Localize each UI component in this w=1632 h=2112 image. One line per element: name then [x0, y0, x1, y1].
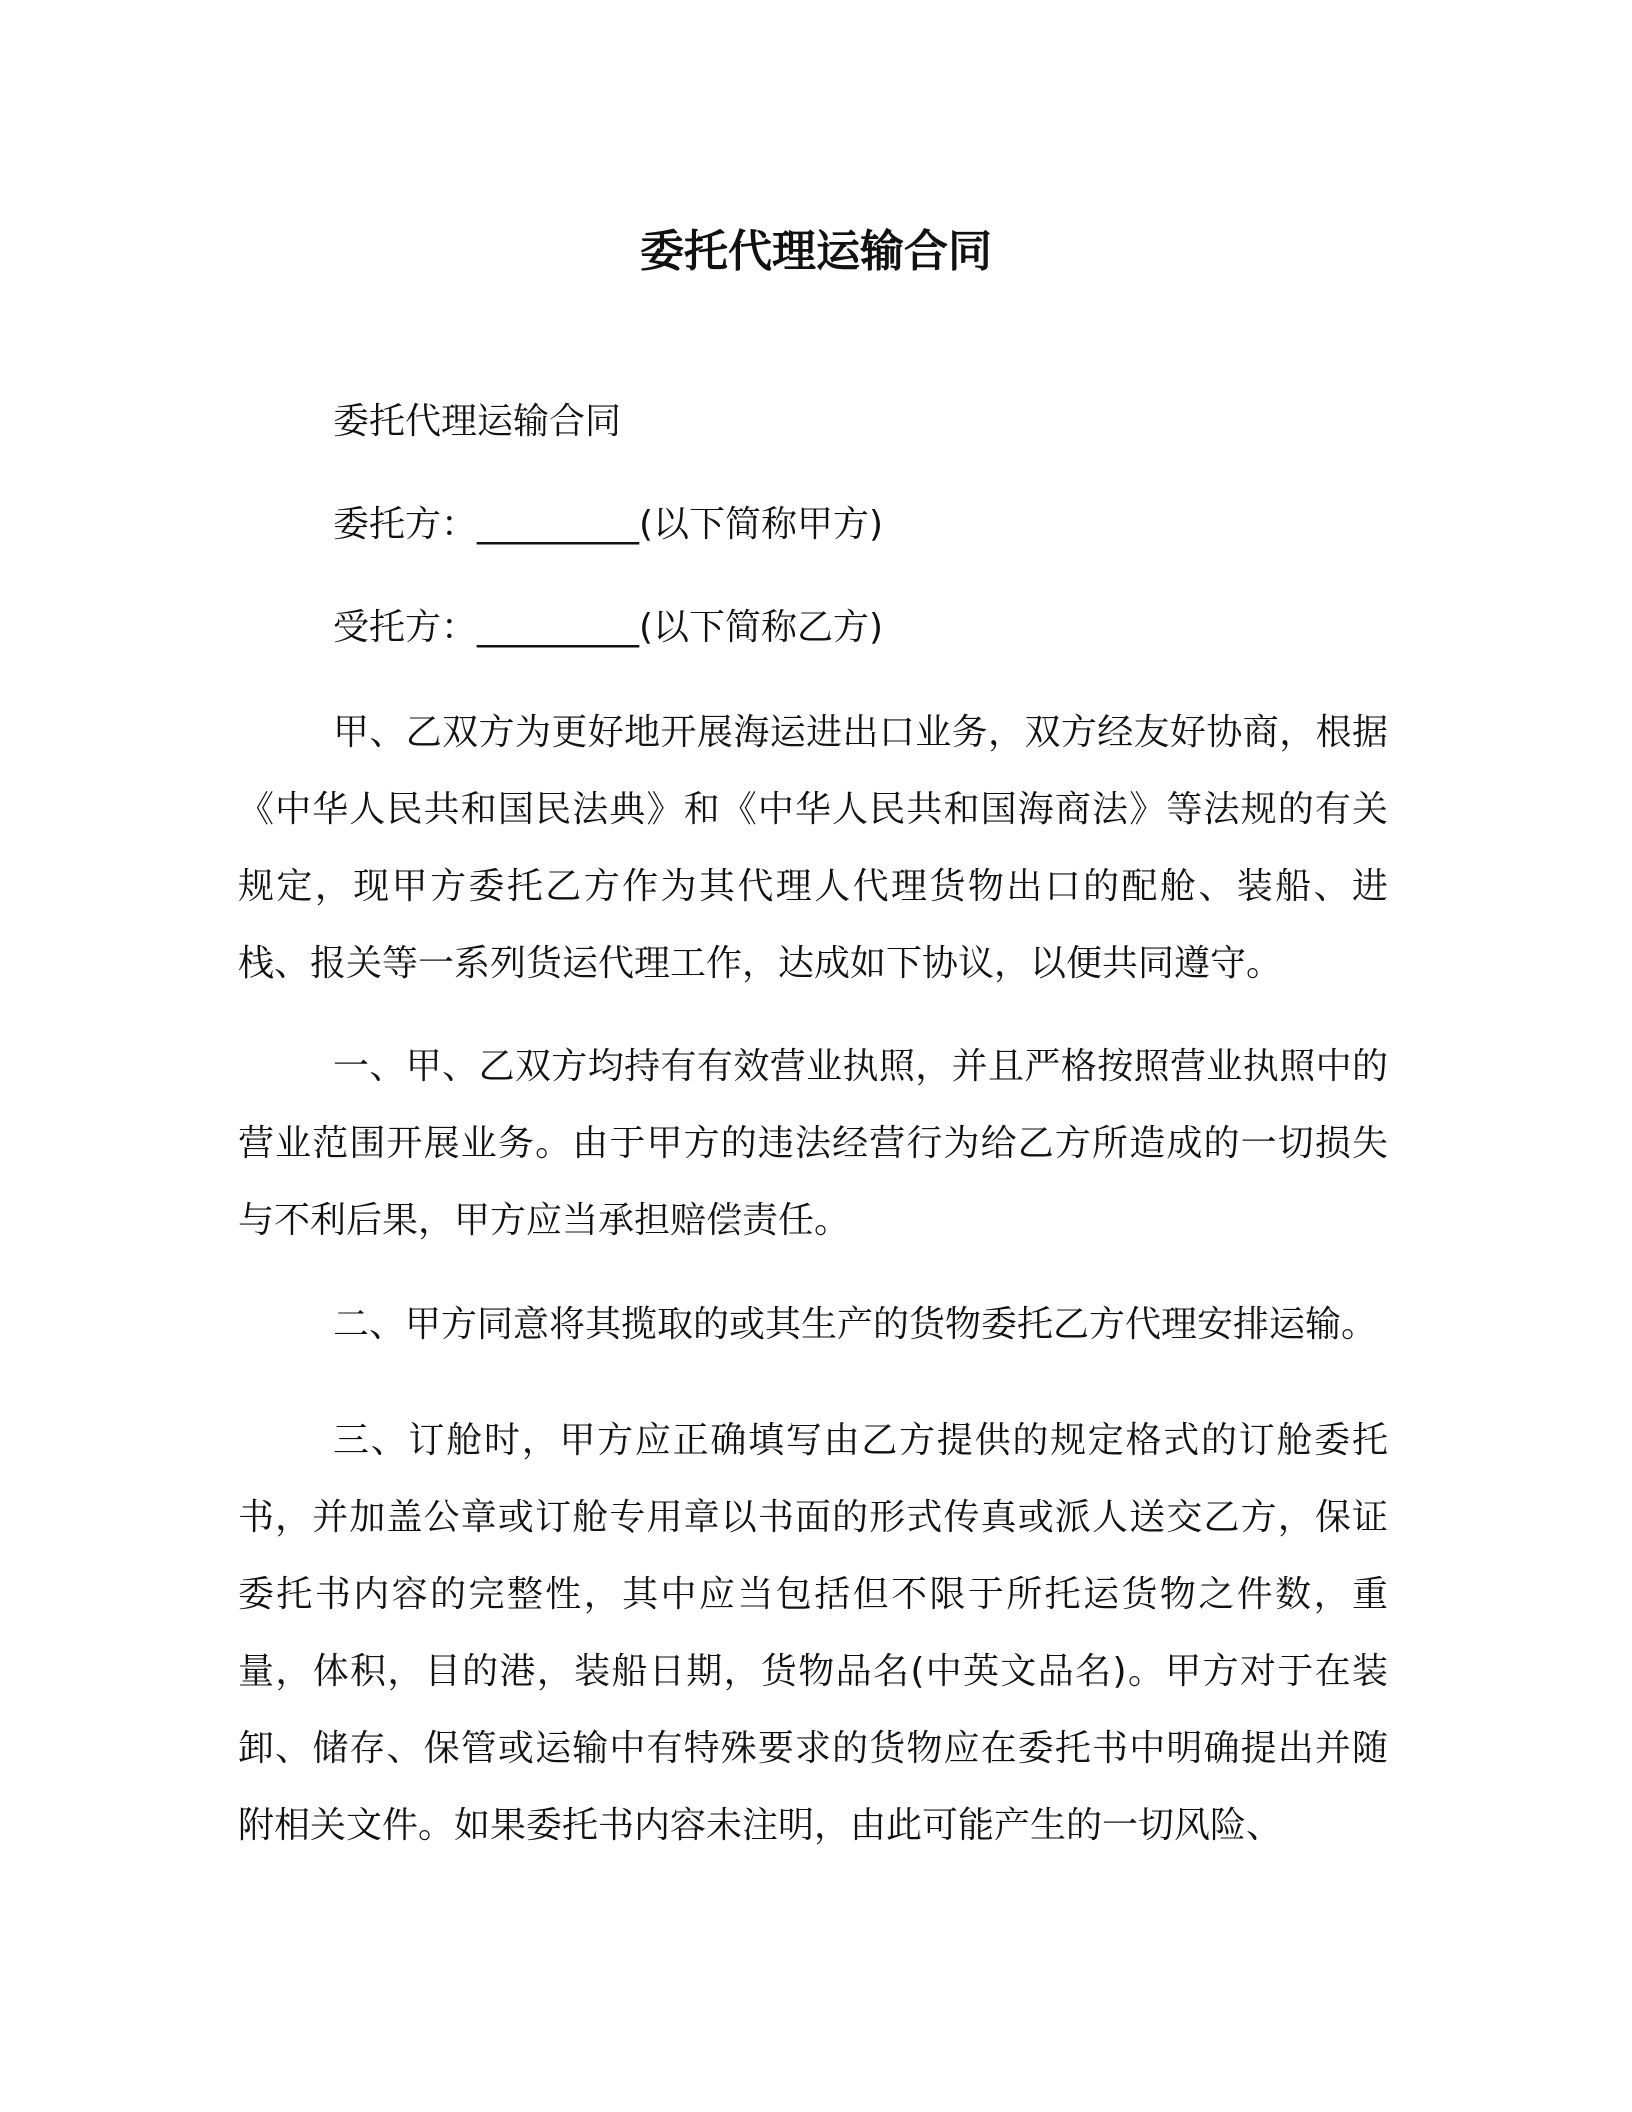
- document-subtitle: 委托代理运输合同: [333, 401, 622, 442]
- paragraph-clause-2: 二、甲方同意将其揽取的或其生产的货物委托乙方代理安排运输。: [333, 1304, 1378, 1345]
- paragraph-preamble: 甲、乙双方为更好地开展海运进出口业务，双方经友好协商，根据《中华人民共和国民法典》和《中华人民共和国海商法》等法规的有关规定，现甲方委托乙方作为其代理人代理货物出口的配舱、装船、进栈、报关等一系列货运代理工作，达成如下协议，以便共同遵守。: [238, 712, 1388, 984]
- paragraph-clause-1: 一、甲、乙双方均持有有效营业执照，并且严格按照营业执照中的营业范围开展业务。由于甲方的违法经营行为给乙方所造成的一切损失与不利后果，甲方应当承担赔偿责任。: [238, 1046, 1388, 1241]
- principal-line: 委托方：_________(以下简称甲方): [333, 504, 884, 545]
- document-title: 委托代理运输合同: [640, 226, 992, 277]
- paragraph-clause-3: 三、订舱时，甲方应正确填写由乙方提供的规定格式的订舱委托书，并加盖公章或订舱专用章以书面的形式传真或派人送交乙方，保证委托书内容的完整性，其中应当包括但不限于所托运货物之件数，重量，体积，目的港，装船日期，货物品名(中英文品名)。甲方对于在装卸、储存、保管或运输中有特殊要求的货物应在委托书中明确提出并随附相关文件。如果委托书内容未注明，由此可能产生的一切风险、: [238, 1420, 1388, 1846]
- agent-line: 受托方：_________(以下简称乙方): [333, 607, 884, 648]
